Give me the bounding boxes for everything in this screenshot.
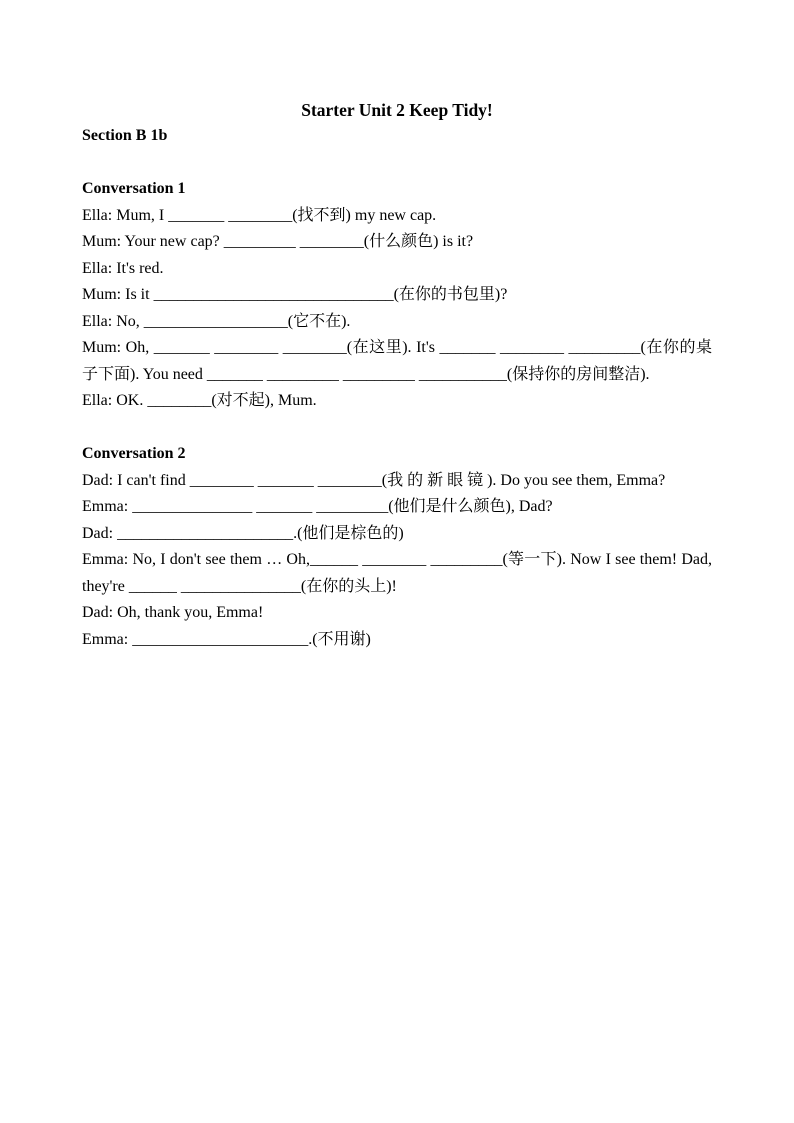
spacer bbox=[82, 415, 712, 442]
conversation-1-line-1: Ella: Mum, I _______ ________(找不到) my new cap. bbox=[82, 206, 437, 224]
conversation-1-line-2: Mum: Your new cap? _________ ________(什么颜色) is it? bbox=[82, 233, 474, 250]
worksheet-page bbox=[82, 97, 712, 653]
conversation-2-line-6: Emma: ______________________.(不用谢) bbox=[82, 630, 371, 648]
conversation-1-line-7: Ella: OK. ________(对不起), Mum. bbox=[82, 392, 317, 409]
conversation-2-line-3: Dad: ______________________.(他们是棕色的) bbox=[82, 524, 404, 542]
section-heading: Section B 1b bbox=[82, 127, 168, 144]
conversation-1-line-4: Mum: Is it ______________________________(在你的书包里)? bbox=[82, 286, 508, 303]
conversation-2-line-1: Dad: I can't find ________ _______ ________(我 的 新 眼 镜 ). Do you see them, Emma? bbox=[82, 471, 666, 489]
conversation-1-heading: Conversation 1 bbox=[82, 180, 186, 197]
conversation-1-line-6: Mum: Oh, _______ ________ ________(在这里). It's _______ ________ _________(在你的桌子下面). You need _______ _________ _________ ___________(保持你的房间整洁). bbox=[82, 339, 712, 383]
conversation-2-line-4: Emma: No, I don't see them … Oh,______ ________ _________(等一下). Now I see them! Dad, they're ______ _______________(在你的头上)! bbox=[82, 551, 712, 595]
conversation-1-line-3: Ella: It's red. bbox=[82, 259, 164, 277]
conversation-2-line-5: Dad: Oh, thank you, Emma! bbox=[82, 604, 264, 621]
conversation-1-line-5: Ella: No, __________________(它不在). bbox=[82, 312, 351, 330]
page-title: Starter Unit 2 Keep Tidy! bbox=[301, 100, 493, 120]
conversation-2-line-2: Emma: _______________ _______ _________(他们是什么颜色), Dad? bbox=[82, 498, 553, 515]
conversation-2-heading: Conversation 2 bbox=[82, 445, 186, 462]
